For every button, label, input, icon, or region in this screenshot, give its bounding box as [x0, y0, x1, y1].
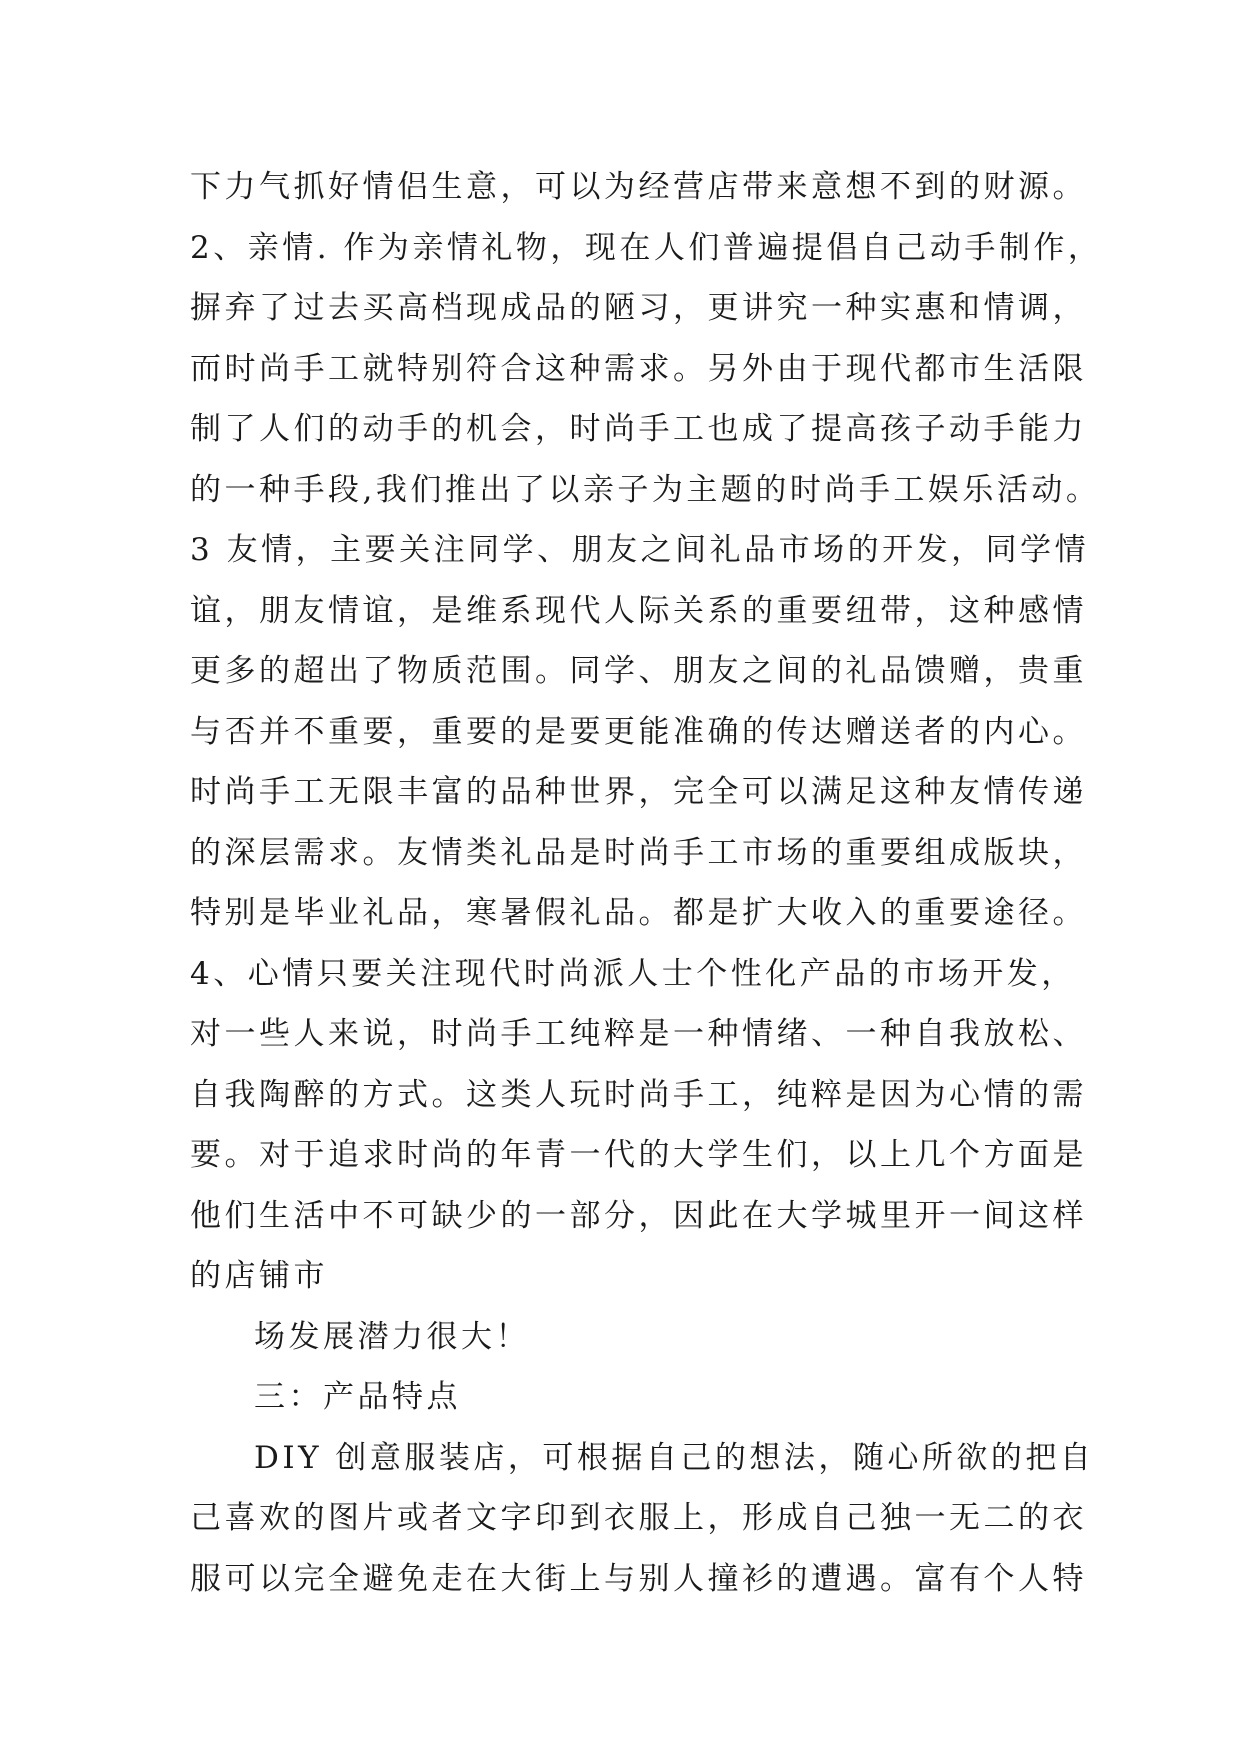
text-line: 更多的超出了物质范围。同学、朋友之间的礼品馈赠，贵重	[190, 653, 1087, 689]
text-line: 场发展潜力很大！	[254, 1318, 530, 1355]
text-line: 对一些人来说，时尚手工纯粹是一种情绪、一种自我放松、	[190, 1016, 1087, 1052]
text-line: 服可以完全避免走在大街上与别人撞衫的遭遇。富有个人特	[190, 1560, 1087, 1597]
text-line: 他们生活中不可缺少的一部分，因此在大学城里开一间这样	[190, 1197, 1087, 1234]
text-line: 2、亲情. 作为亲情礼物，现在人们普遍提倡自己动手制作，	[190, 229, 1103, 266]
text-line: 时尚手工无限丰富的品种世界，完全可以满足这种友情传递	[190, 774, 1087, 810]
text-line: 制了人们的动手的机会，时尚手工也成了提高孩子动手能力	[190, 411, 1087, 447]
text-line: 摒弃了过去买高档现成品的陋习，更讲究一种实惠和情调，	[190, 290, 1087, 326]
text-line: 的店铺市	[190, 1258, 328, 1294]
body-text	[190, 157, 1103, 1609]
text-line: 下力气抓好情侣生意，可以为经营店带来意想不到的财源。	[190, 169, 1087, 205]
text-line: 的一种手段,我们推出了以亲子为主题的时尚手工娱乐活动。	[190, 471, 1101, 508]
text-line: 3 友情，主要关注同学、朋友之间礼品市场的开发，同学情	[190, 532, 1090, 568]
text-line: 与否并不重要，重要的是要更能准确的传达赠送者的内心。	[190, 713, 1087, 750]
text-line: 己喜欢的图片或者文字印到衣服上，形成自己独一无二的衣	[190, 1500, 1087, 1536]
text-line: 4、心情只要关注现代时尚派人士个性化产品的市场开发，	[190, 955, 1076, 992]
section-heading: 三：产品特点	[254, 1379, 461, 1415]
text-line: 特别是毕业礼品，寒暑假礼品。都是扩大收入的重要途径。	[190, 895, 1087, 931]
text-line: 的深层需求。友情类礼品是时尚手工市场的重要组成版块，	[190, 834, 1087, 871]
text-line: 谊，朋友情谊，是维系现代人际关系的重要纽带，这种感情	[190, 592, 1087, 629]
paragraph-start: DIY 创意服装店，可根据自己的想法，随心所欲的把自	[254, 1439, 1095, 1476]
text-line: 而时尚手工就特别符合这种需求。另外由于现代都市生活限	[190, 350, 1087, 387]
text-line: 自我陶醉的方式。这类人玩时尚手工，纯粹是因为心情的需	[190, 1076, 1087, 1113]
text-line: 要。对于追求时尚的年青一代的大学生们，以上几个方面是	[190, 1137, 1087, 1173]
